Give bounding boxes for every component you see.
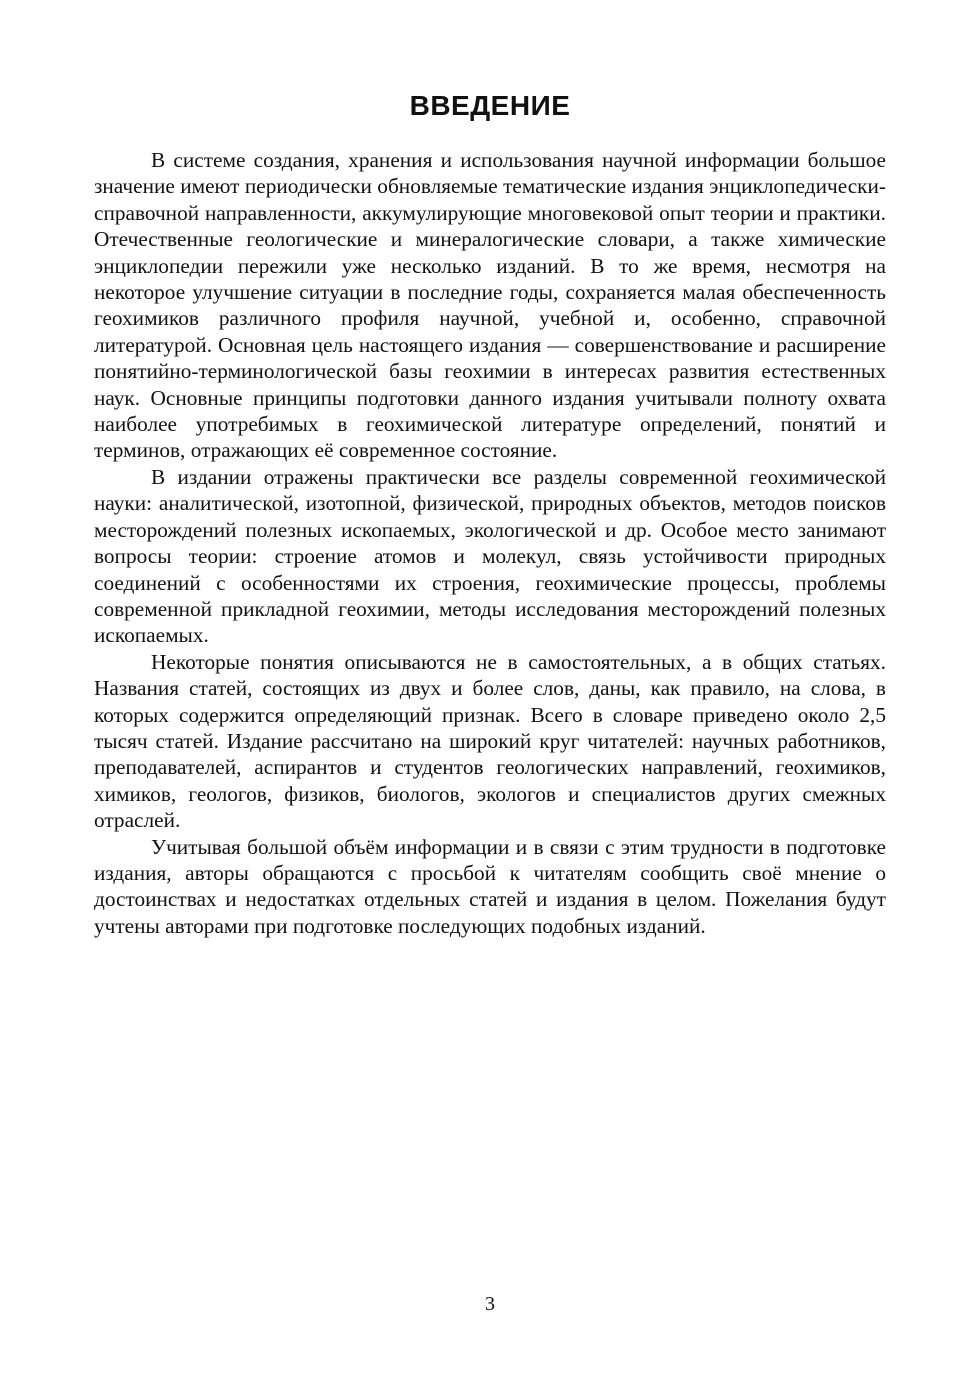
page-number: 3 xyxy=(485,1293,495,1315)
paragraph-2: В издании отражены практически все разделы современной геохимической науки: аналитической, изотопной, физической, природных объектов, методов поисков месторождений полезных ископаемых, экологической и др. Особое место занимают вопросы теории: строение атомов и молекул, связь устойчивости природных соединений с особенностями их строения, геохимические процессы, проблемы современной прикладной геохимии, методы исследования месторождений полезных ископаемых. xyxy=(94,464,886,648)
paragraph-3: Некоторые понятия описываются не в самостоятельных, а в общих статьях. Названия статей, состоящих из двух и более слов, даны, как правило, на слова, в которых содержится определяющий признак. Всего в словаре приведено около 2,5 тысяч статей. Издание рассчитано на широкий круг читателей: научных работников, преподавателей, аспирантов и студентов геологических направлений, геохимиков, химиков, геологов, физиков, биологов, экологов и специалистов других смежных отраслей. xyxy=(94,649,886,833)
page-title: ВВЕДЕНИЕ xyxy=(409,90,571,121)
paragraph-4: Учитывая большой объём информации и в связи с этим трудности в подготовке издания, авторы обращаются с просьбой к читателям сообщить своё мнение о достоинствах и недостатках отдельных статей и издания в целом. Пожелания будут учтены авторами при подготовке последующих подобных изданий. xyxy=(94,834,886,938)
introduction-body xyxy=(94,147,886,939)
paragraph-1: В системе создания, хранения и использования научной информации большое значение имеют периодически обновляемые тематические издания энциклопедически-справочной направленности, аккумулирующие многовековой опыт теории и практики. Отечественные геологические и минералогические словари, а также химические энциклопедии пережили уже несколько изданий. В то же время, несмотря на некоторое улучшение ситуации в последние годы, сохраняется малая обеспеченность геохимиков различного профиля научной, учебной и, особенно, справочной литературой. Основная цель настоящего издания — совершенствование и расширение понятийно-терминологической базы геохимии в интересах развития естественных наук. Основные принципы подготовки данного издания учитывали полноту охвата наиболее употребимых в геохимической литературе определений, понятий и терминов, отражающих её современное состояние. xyxy=(94,148,886,463)
